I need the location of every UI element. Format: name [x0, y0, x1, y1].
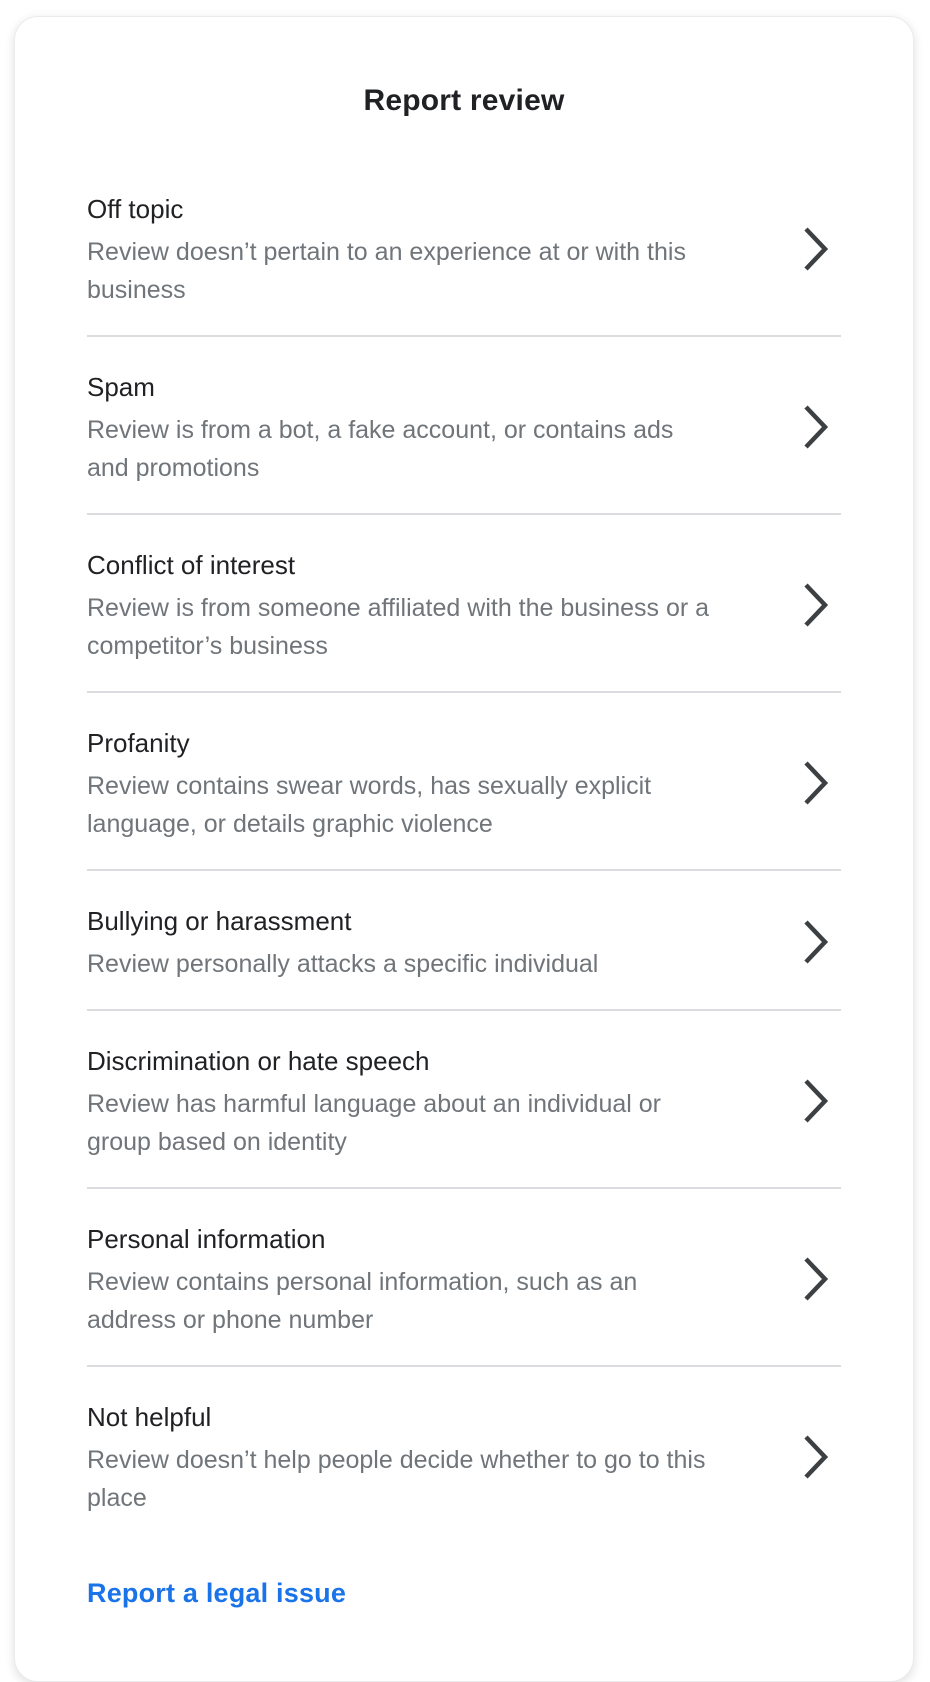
report-review-dialog [14, 16, 914, 1682]
report-option-item [87, 1365, 841, 1543]
report-legal-issue-link[interactable]: Report a legal issue [87, 1578, 347, 1608]
option-description: Review contains personal information, such as an address or phone number [87, 1268, 638, 1334]
option-text-block [87, 1041, 803, 1161]
report-option-row[interactable] [87, 515, 841, 691]
report-option-item [87, 335, 841, 513]
chevron-right-icon [803, 1256, 829, 1302]
report-option-row[interactable] [87, 693, 841, 869]
legal-link-row [87, 1563, 841, 1623]
report-option-item [87, 513, 841, 691]
option-text-block [87, 189, 803, 309]
report-option-item [87, 691, 841, 869]
report-option-row[interactable] [87, 159, 841, 335]
dialog-title: Report review [363, 84, 565, 117]
option-label: Profanity [87, 728, 190, 758]
report-options-list [87, 159, 841, 1543]
chevron-right-icon [803, 760, 829, 806]
option-label: Bullying or harassment [87, 906, 352, 936]
option-label: Conflict of interest [87, 550, 296, 580]
option-description: Review is from a bot, a fake account, or contains ads and promotions [87, 416, 674, 482]
option-description: Review doesn’t pertain to an experience at or with this business [87, 238, 686, 304]
option-text-block [87, 723, 803, 843]
option-description: Review personally attacks a specific individual [87, 950, 599, 978]
report-option-row[interactable] [87, 1189, 841, 1365]
report-option-item [87, 1009, 841, 1187]
option-label: Personal information [87, 1224, 326, 1254]
chevron-right-icon [803, 226, 829, 272]
option-description: Review has harmful language about an individual or group based on identity [87, 1090, 661, 1156]
report-option-row[interactable] [87, 1011, 841, 1187]
report-option-row[interactable] [87, 1367, 841, 1543]
option-description: Review is from someone affiliated with the business or a competitor’s business [87, 594, 710, 660]
chevron-right-icon [803, 582, 829, 628]
report-option-item [87, 1187, 841, 1365]
option-label: Spam [87, 372, 155, 402]
option-label: Not helpful [87, 1402, 212, 1432]
chevron-right-icon [803, 1078, 829, 1124]
report-option-item [87, 159, 841, 335]
option-description: Review contains swear words, has sexually explicit language, or details graphic violence [87, 772, 652, 838]
option-label: Discrimination or hate speech [87, 1046, 430, 1076]
chevron-right-icon [803, 1434, 829, 1480]
option-text-block [87, 901, 803, 983]
option-label: Off topic [87, 194, 184, 224]
report-option-row[interactable] [87, 871, 841, 1009]
report-option-row[interactable] [87, 337, 841, 513]
option-text-block [87, 367, 803, 487]
report-option-item [87, 869, 841, 1009]
option-text-block [87, 545, 803, 665]
option-text-block [87, 1397, 803, 1517]
option-text-block [87, 1219, 803, 1339]
chevron-right-icon [803, 404, 829, 450]
option-description: Review doesn’t help people decide whether to go to this place [87, 1446, 706, 1512]
chevron-right-icon [803, 919, 829, 965]
